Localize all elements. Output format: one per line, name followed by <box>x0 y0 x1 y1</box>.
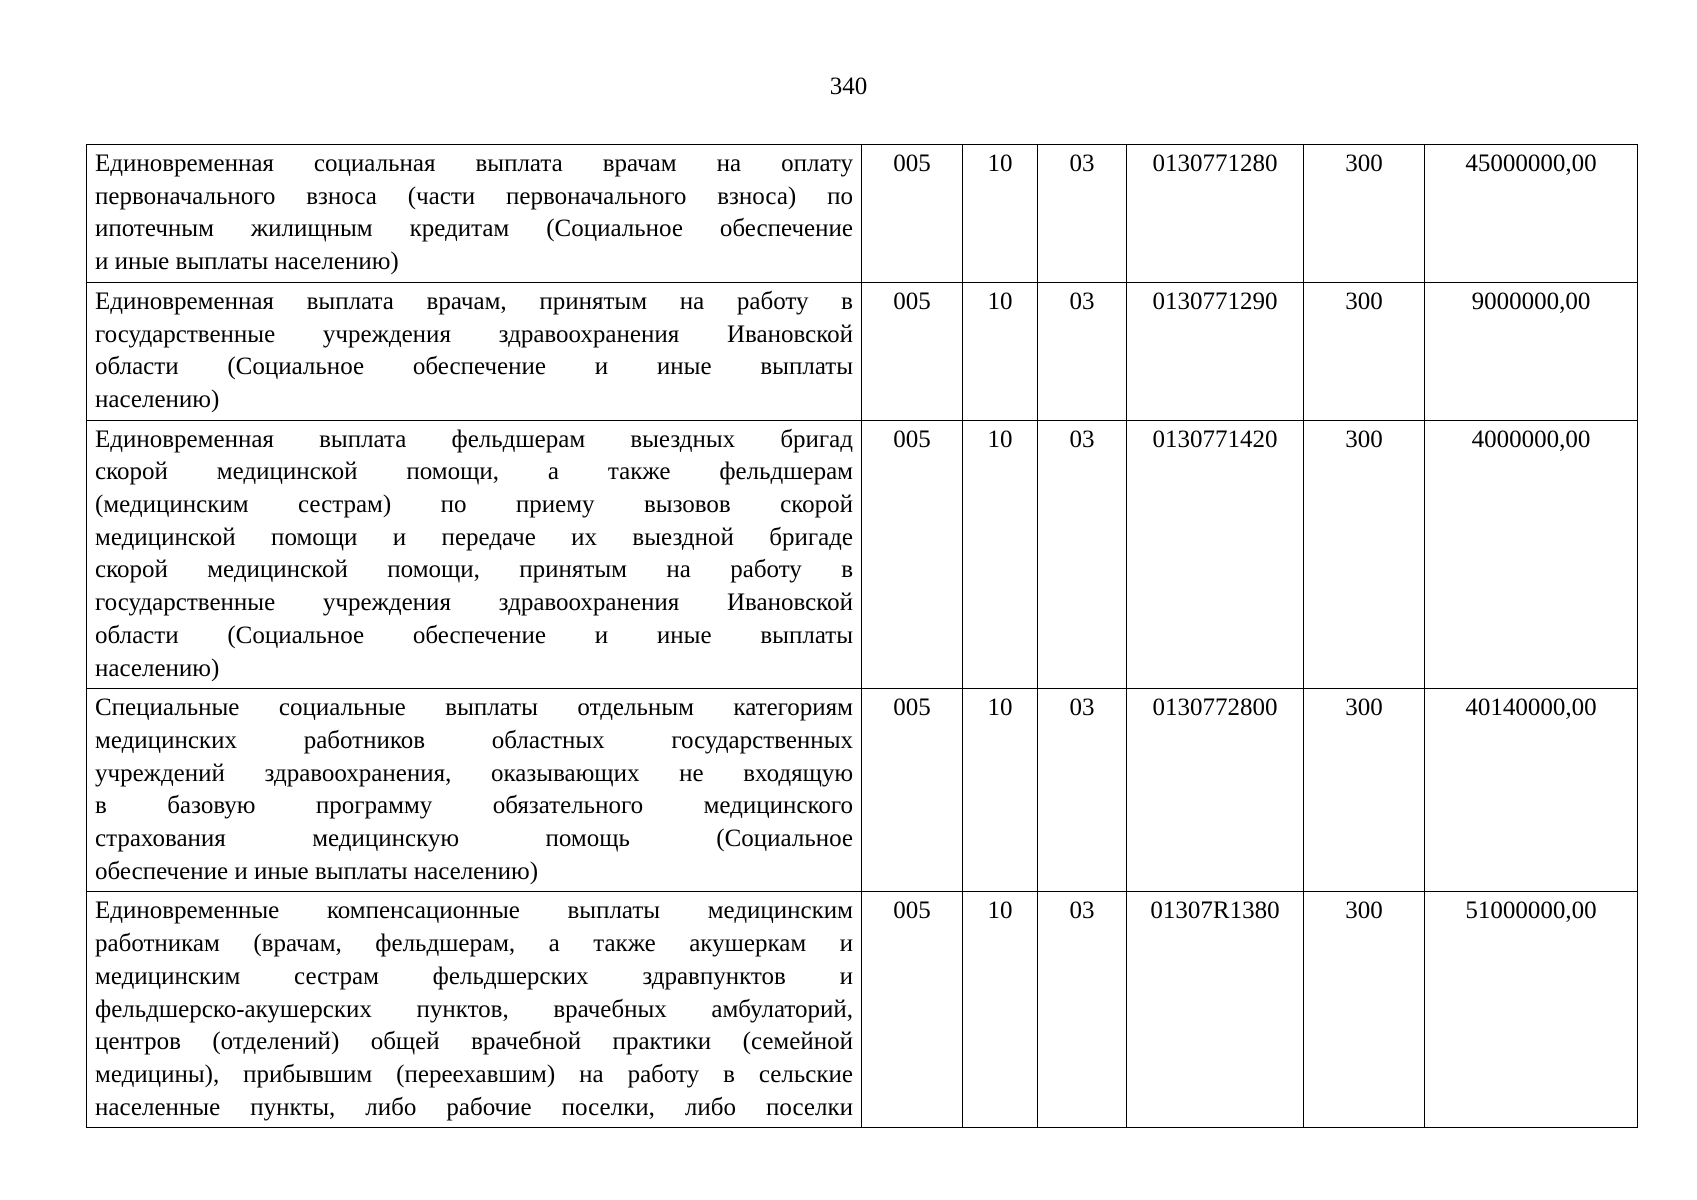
amount-value: 9000000,00 <box>1425 282 1638 420</box>
description-line: области (Социальное обеспечение и иные выплаты <box>95 353 853 381</box>
description-line: учреждений здравоохранения, оказывающих не входящую <box>95 759 853 787</box>
description-line: первоначального взноса (части первоначального взноса) по <box>95 182 853 210</box>
target-article-code: 01307R1380 <box>1127 892 1304 1128</box>
ministry-code: 005 <box>862 420 963 689</box>
section-code: 10 <box>963 689 1038 892</box>
target-article-code: 0130771290 <box>1127 282 1304 420</box>
subsection-code: 03 <box>1038 282 1127 420</box>
row-description <box>87 689 862 892</box>
description-line: медицинских работников областных государственных <box>95 726 853 754</box>
amount-value: 4000000,00 <box>1425 420 1638 689</box>
amount-value: 40140000,00 <box>1425 689 1638 892</box>
budget-table <box>86 144 1638 1128</box>
description-line: Единовременная социальная выплата врачам на оплату <box>95 150 853 177</box>
description-line: медицинским сестрам фельдшерских здравпунктов и <box>95 962 853 990</box>
expense-type-code: 300 <box>1304 420 1425 689</box>
description-line: государственные учреждения здравоохранения Ивановской <box>95 589 853 617</box>
description-line: Специальные социальные выплаты отдельным категориям <box>95 694 853 722</box>
description-line: населению) <box>95 654 220 682</box>
row-description <box>87 145 862 283</box>
table-row <box>87 282 1638 420</box>
description-line: и иные выплаты населению) <box>95 248 399 276</box>
description-line: в базовую программу обязательного медицинского <box>95 792 853 820</box>
row-description <box>87 420 862 689</box>
table-row <box>87 689 1638 892</box>
target-article-code: 0130771280 <box>1127 145 1304 283</box>
expense-type-code: 300 <box>1304 145 1425 283</box>
section-code: 10 <box>963 892 1038 1128</box>
description-line: (медицинским сестрам) по приему вызовов скорой <box>95 491 853 519</box>
description-line: Единовременные компенсационные выплаты медицинским <box>95 897 853 925</box>
ministry-code: 005 <box>862 145 963 283</box>
page-number: 340 <box>829 73 868 100</box>
row-description <box>87 892 862 1128</box>
section-code: 10 <box>963 282 1038 420</box>
description-line: государственные учреждения здравоохранения Ивановской <box>95 320 853 348</box>
row-description <box>87 282 862 420</box>
expense-type-code: 300 <box>1304 892 1425 1128</box>
subsection-code: 03 <box>1038 689 1127 892</box>
description-line: области (Социальное обеспечение и иные выплаты <box>95 621 853 649</box>
description-line: скорой медицинской помощи, а также фельдшерам <box>95 458 853 486</box>
subsection-code: 03 <box>1038 420 1127 689</box>
description-line: фельдшерско-акушерских пунктов, врачебных амбулаторий, <box>95 995 853 1023</box>
description-line: медицины), прибывшим (переехавшим) на работу в сельские <box>95 1060 853 1088</box>
expense-type-code: 300 <box>1304 689 1425 892</box>
description-line: работникам (врачам, фельдшерам, а также акушеркам и <box>95 930 853 958</box>
expense-type-code: 300 <box>1304 282 1425 420</box>
description-line: медицинской помощи и передаче их выездной бригаде <box>95 523 853 551</box>
description-line: центров (отделений) общей врачебной практики (семейной <box>95 1028 853 1056</box>
table-row <box>87 420 1638 689</box>
target-article-code: 0130772800 <box>1127 689 1304 892</box>
description-line: ипотечным жилищным кредитам (Социальное обеспечение <box>95 215 853 243</box>
ministry-code: 005 <box>862 689 963 892</box>
ministry-code: 005 <box>862 282 963 420</box>
description-line: Единовременная выплата фельдшерам выездных бригад <box>95 425 853 453</box>
section-code: 10 <box>963 145 1038 283</box>
table-row <box>87 145 1638 283</box>
subsection-code: 03 <box>1038 892 1127 1128</box>
amount-value: 45000000,00 <box>1425 145 1638 283</box>
target-article-code: 0130771420 <box>1127 420 1304 689</box>
amount-value: 51000000,00 <box>1425 892 1638 1128</box>
description-line: обеспечение и иные выплаты населению) <box>95 857 539 885</box>
ministry-code: 005 <box>862 892 963 1128</box>
section-code: 10 <box>963 420 1038 689</box>
description-line: Единовременная выплата врачам, принятым на работу в <box>95 287 853 315</box>
table-row <box>87 892 1638 1128</box>
description-line: населенные пункты, либо рабочие поселки, либо поселки <box>95 1093 853 1121</box>
description-line: скорой медицинской помощи, принятым на работу в <box>95 556 853 584</box>
subsection-code: 03 <box>1038 145 1127 283</box>
description-line: населению) <box>95 385 220 413</box>
description-line: страхования медицинскую помощь (Социальное <box>95 825 853 853</box>
